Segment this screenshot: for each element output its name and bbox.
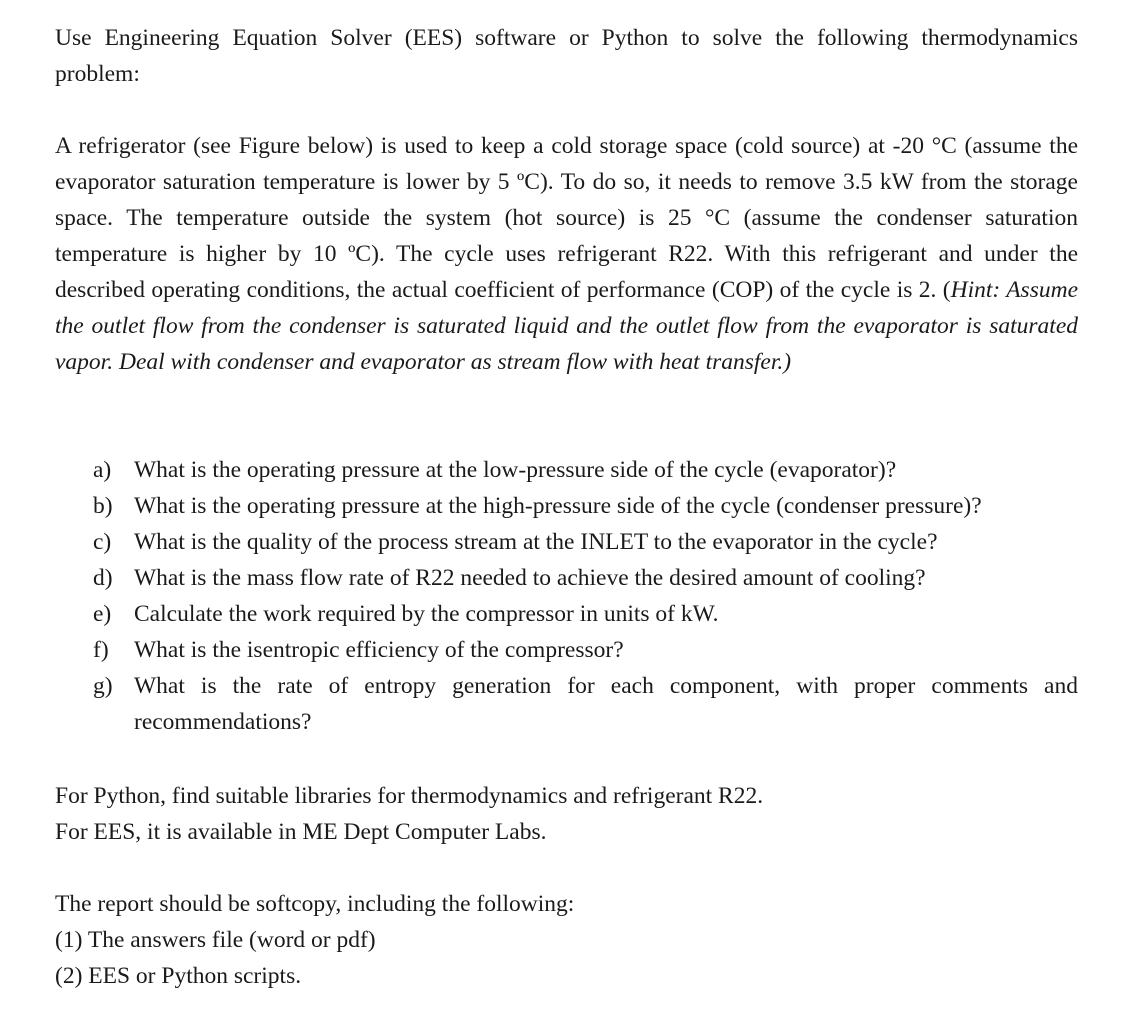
question-text: What is the operating pressure at the high-pressure side of the cycle (condenser pressure)?	[134, 493, 982, 519]
question-text: What is the quality of the process stream at the INLET to the evaporator in the cycle?	[134, 529, 938, 555]
python-note: For Python, find suitable libraries for thermodynamics and refrigerant R22.	[55, 783, 764, 809]
question-marker: g)	[93, 673, 113, 699]
question-item	[93, 560, 1078, 596]
question-item	[93, 596, 1078, 632]
report-item-scripts: (2) EES or Python scripts.	[55, 963, 302, 989]
question-item	[93, 668, 1078, 740]
question-marker: b)	[93, 493, 113, 519]
question-text: What is the operating pressure at the low-pressure side of the cycle (evaporator)?	[134, 457, 897, 483]
problem-text: A refrigerator (see Figure below) is used to keep a cold storage space (cold source) at -20 °C (assume the evaporator saturation temperature is lower by 5 ºC). To do so, it needs to remove 3.5 kW from the storage space. The temperature outside the system (hot source) is 25 °C (assume the condenser saturation temperature is higher by 10 ºC). The cycle uses refrigerant R22. With this refrigerant and under the described operating conditions, the actual coefficient of performance (COP) of the cycle is 2. (	[55, 133, 1078, 303]
question-text: What is the rate of entropy generation for each component, with proper comments and recommendations?	[134, 673, 1078, 735]
problem-hint: Hint: Assume the outlet flow from the condenser is saturated liquid and the outlet flow from the evaporator is saturated vapor. Deal with condenser and evaporator as stream flow with heat transfer.)	[55, 277, 1078, 375]
question-item	[93, 488, 1078, 524]
report-heading: The report should be softcopy, including the following:	[55, 891, 575, 917]
question-marker: e)	[93, 601, 112, 627]
question-marker: f)	[93, 637, 109, 663]
report-item-answers: (1) The answers file (word or pdf)	[55, 927, 376, 953]
question-marker: a)	[93, 457, 112, 483]
problem-statement	[55, 128, 1078, 380]
ees-note: For EES, it is available in ME Dept Computer Labs.	[55, 819, 547, 845]
question-item	[93, 452, 1078, 488]
question-marker: d)	[93, 565, 113, 591]
question-text: What is the isentropic efficiency of the compressor?	[134, 637, 624, 663]
question-marker: c)	[93, 529, 112, 555]
question-text: Calculate the work required by the compressor in units of kW.	[134, 601, 719, 627]
question-item	[93, 632, 1078, 668]
intro-paragraph: Use Engineering Equation Solver (EES) software or Python to solve the following thermodynamics problem:	[55, 25, 1078, 87]
question-text: What is the mass flow rate of R22 needed to achieve the desired amount of cooling?	[134, 565, 926, 591]
question-list	[93, 452, 1078, 740]
question-item	[93, 524, 1078, 560]
